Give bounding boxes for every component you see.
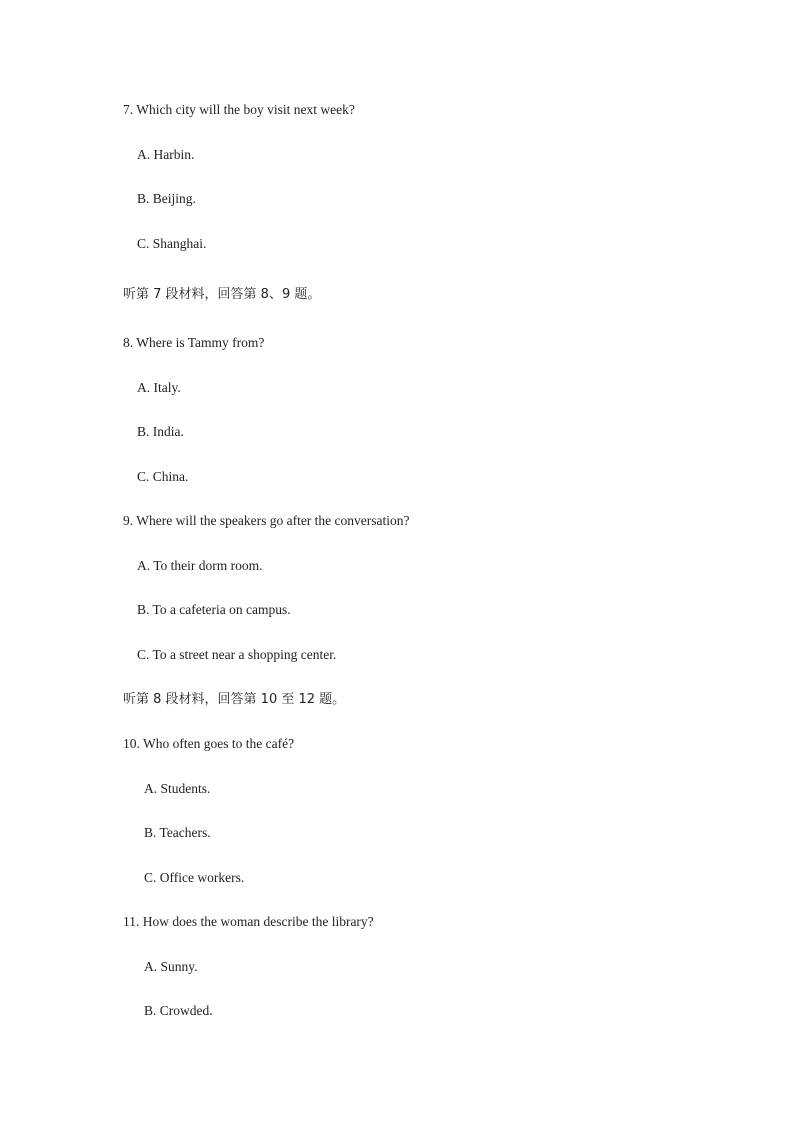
q8-option-b: B. India. bbox=[137, 424, 184, 439]
q8-option-c: C. China. bbox=[137, 469, 189, 484]
q10-option-c: C. Office workers. bbox=[144, 870, 245, 885]
q9-option-a: A. To their dorm room. bbox=[137, 558, 263, 573]
q7-option-c: C. Shanghai. bbox=[137, 236, 207, 251]
q10-option-a: A. Students. bbox=[144, 781, 211, 796]
question-9: 9. Where will the speakers go after the conversation? bbox=[123, 513, 410, 528]
question-11: 11. How does the woman describe the library? bbox=[123, 914, 374, 929]
section-instruction-8: 听第 8 段材料，回答第 10 至 12 题。 bbox=[123, 692, 346, 707]
q9-option-c: C. To a street near a shopping center. bbox=[137, 647, 337, 662]
q11-option-a: A. Sunny. bbox=[144, 959, 198, 974]
q9-option-b: B. To a cafeteria on campus. bbox=[137, 602, 291, 617]
q11-option-b: B. Crowded. bbox=[144, 1003, 213, 1018]
q10-option-b: B. Teachers. bbox=[144, 825, 211, 840]
q8-option-a: A. Italy. bbox=[137, 380, 181, 395]
question-7: 7. Which city will the boy visit next week? bbox=[123, 102, 355, 117]
q7-option-b: B. Beijing. bbox=[137, 191, 196, 206]
section-instruction-7: 听第 7 段材料，回答第 8、9 题。 bbox=[123, 287, 321, 302]
question-10: 10. Who often goes to the café? bbox=[123, 736, 295, 751]
q7-option-a: A. Harbin. bbox=[137, 147, 195, 162]
question-8: 8. Where is Tammy from? bbox=[123, 335, 265, 350]
